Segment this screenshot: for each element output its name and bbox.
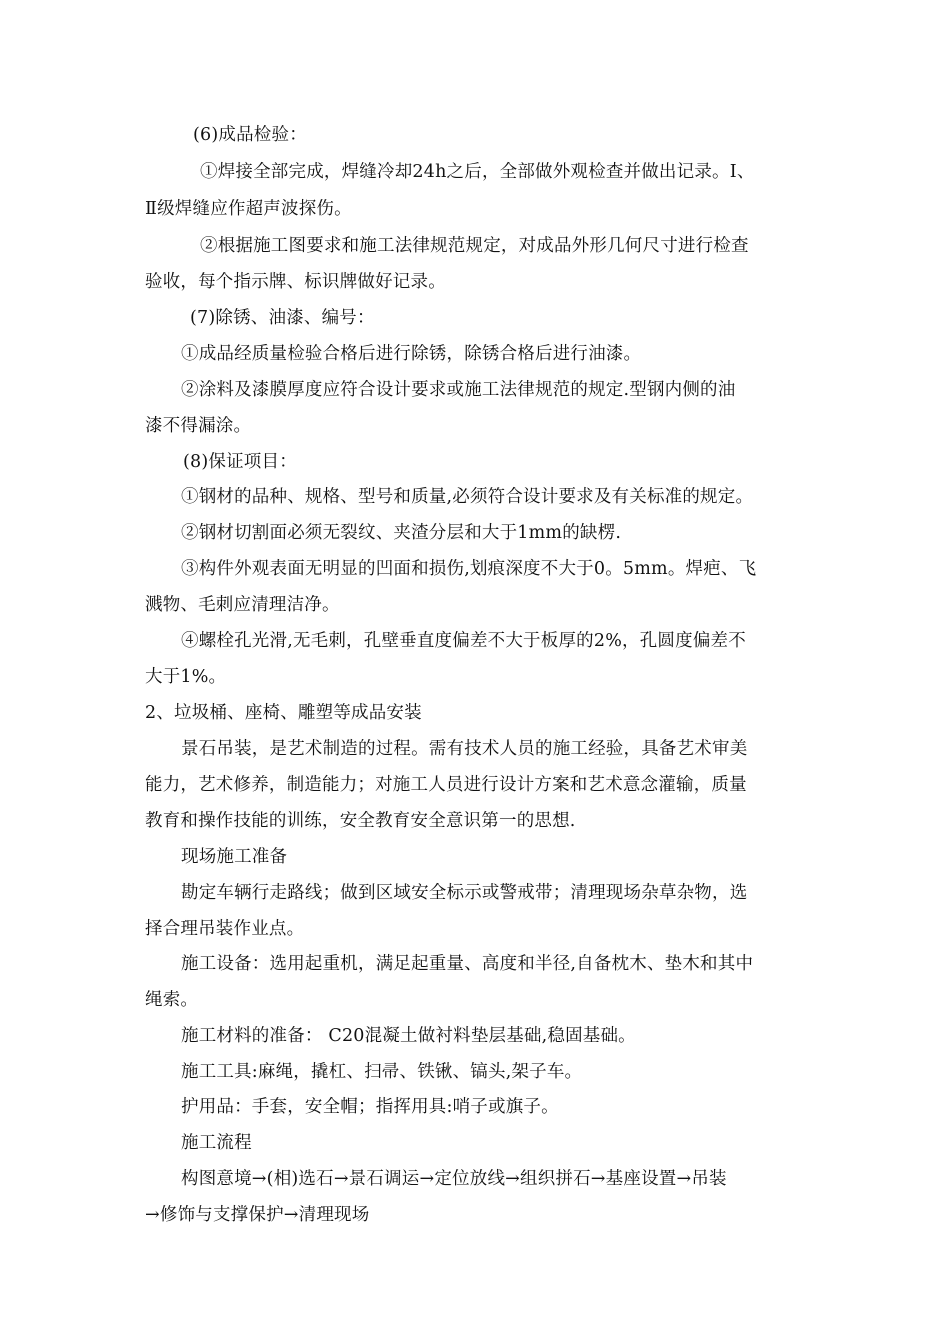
paragraph-bolt-holes: ④螺栓孔光滑,无毛刺，孔壁垂直度偏差不大于板厚的2%，孔圆度偏差不 <box>181 631 746 651</box>
subheading-construction-flow: 施工流程 <box>181 1133 252 1153</box>
paragraph-protective-gear: 护用品：手套，安全帽；指挥用具:哨子或旗子。 <box>181 1097 559 1117</box>
heading-rust-paint-number: (7)除锈、油漆、编号： <box>190 308 375 328</box>
paragraph-rust-removal: ①成品经质量检验合格后进行除锈，除锈合格后进行油漆。 <box>181 344 642 364</box>
paragraph-flow-steps: 构图意境→(相)选石→景石调运→定位放线→组织拼石→基座设置→吊装 <box>181 1169 727 1189</box>
paragraph-cut-surface: ②钢材切割面必须无裂纹、夹渣分层和大于1mm的缺楞. <box>181 523 622 543</box>
paragraph-bolt-holes-cont: 大于1%。 <box>145 667 227 687</box>
paragraph-equipment: 施工设备：选用起重机，满足起重量、高度和半径,自备枕木、垫木和其中 <box>181 954 754 974</box>
paragraph-stone-lifting-cont-1: 能力，艺术修养，制造能力；对施工人员进行设计方案和艺术意念灌输，质量 <box>145 775 747 795</box>
paragraph-dimension-check-cont: 验收，每个指示牌、标识牌做好记录。 <box>145 272 446 292</box>
paragraph-stone-lifting: 景石吊装，是艺术制造的过程。需有技术人员的施工经验，具备艺术审美 <box>181 739 748 759</box>
paragraph-stone-lifting-cont-2: 教育和操作技能的训练，安全教育安全意识第一的思想. <box>145 811 576 831</box>
paragraph-weld-inspection: ①焊接全部完成，焊缝冷却24h之后，全部做外观检查并做出记录。Ⅰ、 <box>200 162 755 182</box>
heading-finished-inspection: (6)成品检验： <box>193 125 307 145</box>
paragraph-weld-inspection-cont: Ⅱ级焊缝应作超声波探伤。 <box>145 199 352 219</box>
paragraph-coating: ②涂料及漆膜厚度应符合设计要求或施工法律规范的规定.型钢内侧的油 <box>181 380 736 400</box>
paragraph-dimension-check: ②根据施工图要求和施工法律规范规定，对成品外形几何尺寸进行检查 <box>200 236 749 256</box>
paragraph-tools: 施工工具:麻绳，撬杠、扫帚、铁锹、镐头,架子车。 <box>181 1062 583 1082</box>
paragraph-materials: 施工材料的准备： C20混凝土做衬料垫层基础,稳固基础。 <box>181 1026 636 1046</box>
paragraph-vehicle-route: 勘定车辆行走路线；做到区域安全标示或警戒带；清理现场杂草杂物，选 <box>181 883 748 903</box>
paragraph-coating-cont: 漆不得漏涂。 <box>145 416 252 436</box>
paragraph-vehicle-route-cont: 择合理吊装作业点。 <box>145 919 305 939</box>
subheading-site-preparation: 现场施工准备 <box>181 847 288 867</box>
paragraph-steel-grade: ①钢材的品种、规格、型号和质量,必须符合设计要求及有关标准的规定。 <box>181 487 754 507</box>
paragraph-surface-damage-cont: 溅物、毛刺应清理洁净。 <box>145 595 340 615</box>
section-heading-installation: 2、垃圾桶、座椅、雕塑等成品安装 <box>145 703 422 723</box>
heading-guarantee-items: (8)保证项目： <box>183 452 297 472</box>
paragraph-flow-steps-cont: →修饰与支撑保护→清理现场 <box>145 1205 370 1225</box>
paragraph-equipment-cont: 绳索。 <box>145 990 199 1010</box>
paragraph-surface-damage: ③构件外观表面无明显的凹面和损伤,划痕深度不大于0。5mm。焊疤、飞 <box>181 559 757 579</box>
